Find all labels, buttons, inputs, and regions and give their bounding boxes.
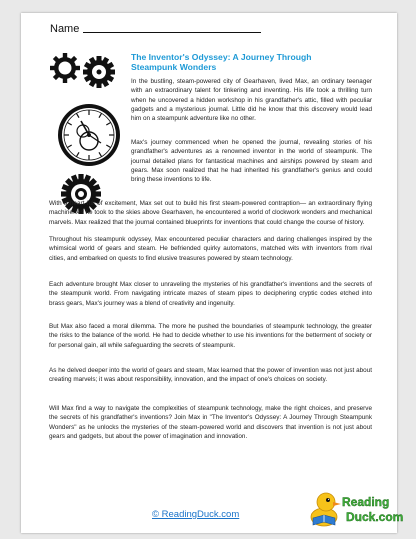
title-line-2: Steampunk Wonders <box>131 62 217 72</box>
readingduck-link[interactable]: © ReadingDuck.com <box>152 509 240 520</box>
name-write-line[interactable] <box>83 32 261 33</box>
readingduck-logo <box>302 484 404 530</box>
name-field-row <box>50 23 261 35</box>
paragraph-7: As he delved deeper into the world of gears and steam, Max learned that the power of invention was not just about creating marvels; it was about responsibility, innovation, and the impact of one's choices on society. <box>49 367 372 384</box>
title-line-1: The Inventor's Odyssey: A Journey Through <box>131 52 312 62</box>
logo-text-reading: Reading <box>342 495 390 509</box>
logo-text-duck: Duck.com <box>346 510 404 524</box>
paragraph-5: Each adventure brought Max closer to unraveling the mysteries of his grandfather's inventions and the secrets of the steampunk world. From navigating intricate mazes of steam pipes to deciphering cryptic codes etched into brass gears, Max's journey was a blend of creativity and ingenuity. <box>49 281 372 307</box>
paragraph-2: Max's journey commenced when he opened the journal, revealing stories of his grandfather's adventures as a renowned inventor in the world of steampunk. The journal detailed plans for fantastical machines and airships powered by steam and gears. Max soon realized that he had inherited his grandfather's genius and could bring these inventions to life. <box>131 139 372 184</box>
paragraph-6: But Max also faced a moral dilemma. The more he pushed the boundaries of steampunk technology, the greater the risks to the balance of the world. He had to decide whether to use his inventions for the betterment of society or for personal gain, all while safeguarding the secrets of steampunk. <box>49 323 372 349</box>
article-title <box>131 52 371 72</box>
paragraph-1: In the bustling, steam-powered city of Gearhaven, lived Max, an ordinary teenager with an extraordinary talent for tinkering and inventing. His life took a thrilling turn when he uncovered a hidden workshop in his grandfather's attic, filled with peculiar gadgets and a mysterious journal. Little did he know that this discovery would lead him on a steampunk adventure like no other. <box>131 78 372 123</box>
worksheet-page <box>21 13 404 533</box>
paragraph-8: Will Max find a way to navigate the complexities of steampunk technology, make the right choices, and preserve the secrets of his grandfather's inventions? Join Max in "The Inventor's Odyssey: A Journey Through Steampunk Wonders" as he unlocks the mysteries of the steam-powered world and discovers that invention is not just about gears and gadgets, but about the power of imagination and innovation. <box>49 405 372 440</box>
name-label: Name <box>50 23 80 35</box>
paragraph-4: Throughout his steampunk odyssey, Max encountered peculiar characters and daring challenges inspired by the whimsical world of gears and steam. He befriended quirky automatons, matched wits with inventors from rival cities, and embarked on quests to find elusive treasures powered by steam technology. <box>49 236 372 262</box>
paragraph-3: With a heart full of excitement, Max set out to build his first steam-powered contraption— an extraordinary flying machine. As he took to the skies above Gearhaven, he encountered a world of clockwork wonders and mechanical marvels. Max realized that the journal contained blueprints for inventions that could change the course of history. <box>49 200 372 226</box>
